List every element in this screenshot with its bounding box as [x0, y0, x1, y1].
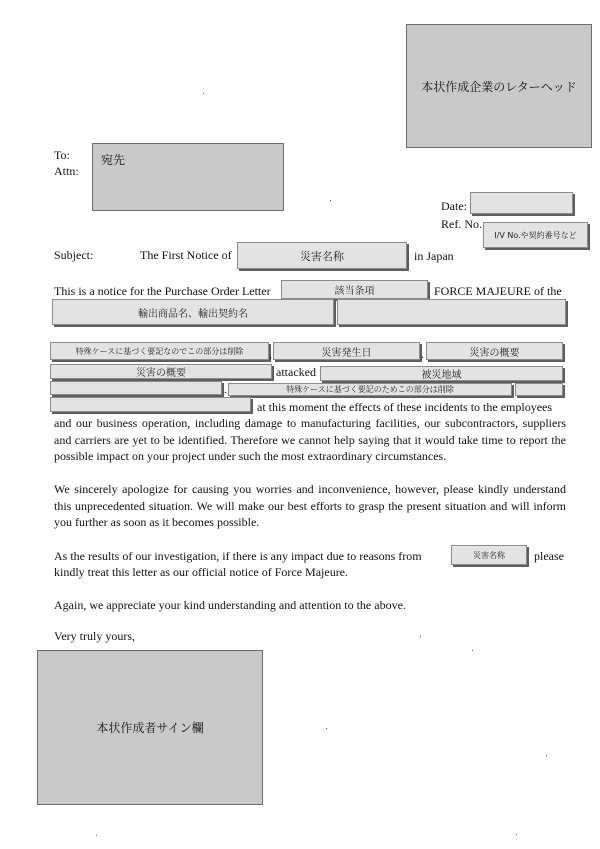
paragraph-1: and our business operation, including damage to manufacturing facilities, our subcontractors, suppliers and carriers are yet to be identified. Therefore we cannot help saying that it would take time to report the possible impact on your project under such the most extraordinary circumstances. — [54, 416, 566, 463]
attacked-text: attacked — [276, 365, 316, 379]
paragraph-3-prefix: As the results of our investigation, if there is any impact due to reasons from — [54, 549, 422, 563]
blank-field-b[interactable] — [515, 383, 563, 396]
scan-speck — [96, 835, 97, 836]
attn-label: Attn: — [54, 164, 79, 178]
blank-field-a[interactable] — [50, 381, 222, 395]
date-label: Date: — [441, 199, 467, 213]
purchase-order-text: This is a notice for the Purchase Order Letter — [54, 284, 271, 298]
paragraph-4: Again, we appreciate your kind understanding and attention to the above. — [54, 598, 406, 612]
scan-speck — [546, 755, 547, 756]
disaster-summary-field-1[interactable]: 災害の概要 — [426, 342, 563, 360]
comma-text: , — [269, 347, 272, 361]
blank-field-c[interactable] — [50, 397, 251, 412]
subject-label: Subject: — [54, 248, 94, 262]
addressee-box: 宛先 — [92, 143, 284, 211]
letterhead-box: 本状作成企業のレターヘッド — [406, 24, 592, 148]
force-majeure-text: FORCE MAJEURE of the — [434, 284, 562, 298]
scan-speck — [516, 834, 517, 835]
ref-number-field[interactable]: I/V No.や契約番号など — [483, 222, 588, 248]
period-text-1: . — [421, 347, 424, 361]
date-field[interactable] — [470, 192, 573, 214]
scan-speck — [326, 728, 327, 729]
paragraph-3-line-2: kindly treat this letter as our official notice of Force Majeure. — [54, 565, 349, 579]
scan-speck — [472, 650, 473, 651]
occurrence-date-field[interactable]: 災害発生日 — [273, 342, 420, 360]
to-label: To: — [54, 148, 70, 162]
ref-label: Ref. No. — [441, 217, 482, 231]
paragraph-1-first-line: at this moment the effects of these incidents to the employees — [257, 400, 553, 414]
scan-speck — [420, 636, 421, 637]
paragraph-2: We sincerely apologize for causing you worries and inconvenience, however, please kindly understand this unprecedented situation. We will make our best efforts to grasp the present situation and will inform you further as soon as it becomes possible. — [54, 482, 566, 529]
scan-speck — [203, 93, 204, 94]
closing-text: Very truly yours, — [54, 629, 135, 643]
subject-disaster-field[interactable]: 災害名称 — [237, 242, 407, 269]
signature-box: 本状作成者サイン欄 — [37, 650, 263, 805]
subject-prefix: The First Notice of — [140, 248, 232, 262]
special-case-field-2[interactable]: 特殊ケースに基づく要記のためこの部分は削除 — [228, 383, 512, 396]
disaster-name-field[interactable]: 災害名称 — [451, 545, 527, 565]
affected-area-field[interactable]: 被災地域 — [320, 366, 563, 381]
paragraph-3-suffix: please — [534, 549, 564, 563]
special-case-field[interactable]: 特殊ケースに基づく要記なのでこの部分は削除 — [50, 342, 269, 360]
clause-field[interactable]: 該当条項 — [281, 280, 428, 299]
goods-name-field[interactable]: 輸出商品名、輸出契約名 — [52, 299, 334, 325]
goods-name-field-2[interactable] — [337, 299, 566, 325]
subject-suffix: in Japan — [414, 249, 454, 263]
period-text-2: . — [224, 382, 227, 396]
disaster-summary-field-2[interactable]: 災害の概要 — [50, 364, 272, 379]
scan-speck — [330, 200, 331, 201]
